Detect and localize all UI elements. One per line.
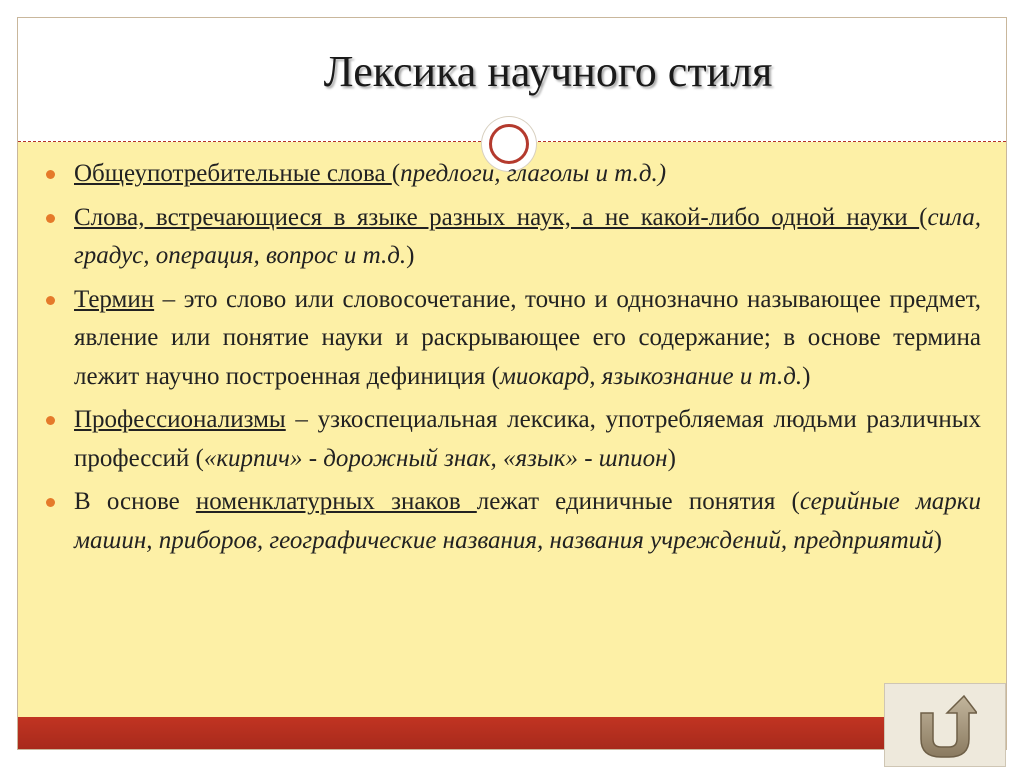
bullet-item-term bbox=[46, 281, 981, 397]
slide-title: Лексика научного стиля bbox=[323, 47, 773, 96]
examples-termin: миокард, языкознание и т.д. bbox=[499, 362, 803, 390]
bullet-item-nomenclature bbox=[46, 483, 981, 560]
bullet-item-interscience-words bbox=[46, 199, 981, 276]
term-common-words: Общеупотребительные слова bbox=[74, 160, 392, 187]
bullet-dot-icon bbox=[46, 498, 55, 507]
paren-close: ) bbox=[933, 526, 942, 554]
term-interscience-words: Слова, встречающиеся в языке разных наук, а не какой-либо одной науки bbox=[74, 203, 920, 231]
return-button[interactable] bbox=[884, 683, 1006, 767]
examples-nomenclature: серийные марки машин, приборов, географические названия, названия учреждений, предприятий bbox=[74, 488, 982, 554]
paren-close: ) bbox=[667, 444, 676, 472]
term-termin: Термин bbox=[74, 285, 155, 313]
examples-common-words: предлоги, глаголы и т.д.) bbox=[400, 160, 667, 187]
examples-interscience-words: сила, градус, операция, вопрос и т.д. bbox=[74, 203, 981, 269]
bullet-list bbox=[46, 155, 981, 565]
examples-professionalisms: «кирпич» - дорожный знак, «язык» - шпион bbox=[203, 444, 668, 472]
definition-nomenclature: лежат единичные понятия ( bbox=[476, 488, 800, 515]
definition-termin: – это слово или словосочетание, точно и однозначно называющее предмет, явление или понятие науки и раскрывающее его содержание; в основе термина лежит научно построенная дефиниция ( bbox=[74, 285, 981, 390]
bullet-item-professionalisms bbox=[46, 401, 981, 478]
bullet-item-common-words bbox=[46, 155, 981, 194]
term-nomenclature-signs: номенклатурных знаков bbox=[195, 488, 477, 515]
bullet-dot-icon bbox=[46, 296, 55, 305]
paren-close: ) bbox=[406, 242, 415, 269]
paren-open: ( bbox=[391, 160, 401, 187]
bullet-dot-icon bbox=[46, 214, 55, 223]
text-nomenclature-lead: В основе bbox=[74, 488, 196, 515]
term-professionalisms: Профессионализмы bbox=[74, 406, 286, 433]
definition-professionalisms: – узкоспециальная лексика, употребляемая людьми различных профессий ( bbox=[74, 406, 981, 472]
bullet-dot-icon bbox=[46, 170, 55, 179]
paren-close: ) bbox=[802, 362, 811, 390]
bottom-bar bbox=[18, 717, 1006, 749]
bullet-dot-icon bbox=[46, 416, 55, 425]
return-arrow-icon bbox=[915, 693, 977, 759]
paren-open: ( bbox=[919, 203, 928, 231]
